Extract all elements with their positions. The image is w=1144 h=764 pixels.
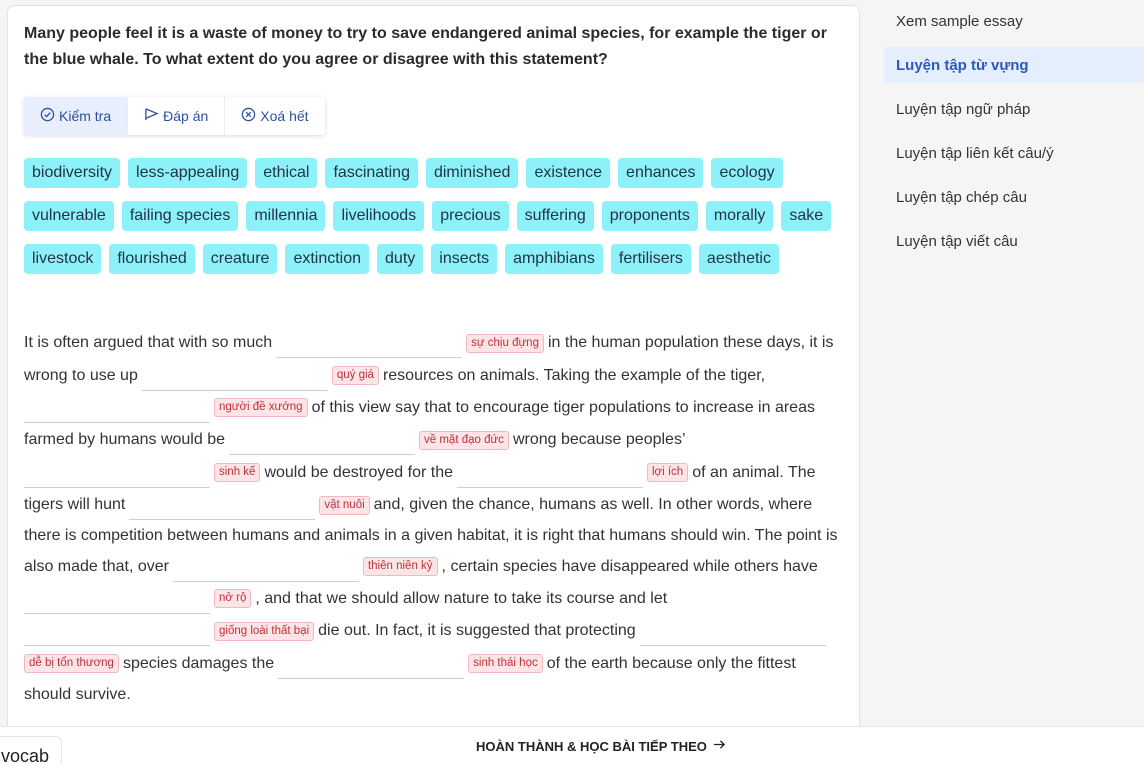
sidebar-item-label: Luyện tập viết câu: [896, 232, 1018, 250]
complete-next-lesson-button[interactable]: [476, 738, 726, 754]
lesson-sidebar: [884, 0, 1144, 259]
sidebar-item-vocabulary[interactable]: [884, 47, 1144, 83]
hint-8: thiên niên kỷ: [363, 557, 438, 576]
word-chip[interactable]: livelihoods: [333, 201, 424, 231]
passage-text: of an animal. The: [692, 463, 816, 481]
passage-text: tigers will hunt: [24, 496, 126, 514]
passage-text: of this view say that to encourage tiger populations to increase in areas: [311, 398, 815, 416]
next-button-label: HOÀN THÀNH & HỌC BÀI TIẾP THEO: [476, 738, 707, 754]
word-chip[interactable]: duty: [377, 244, 423, 274]
clear-all-button[interactable]: [224, 97, 324, 135]
blank-6[interactable]: [457, 458, 643, 488]
word-chip[interactable]: fascinating: [325, 158, 418, 188]
blank-4[interactable]: [229, 425, 415, 455]
blank-12[interactable]: [278, 649, 464, 679]
hint-6: lợi ích: [647, 463, 688, 482]
answer-button[interactable]: [127, 97, 224, 135]
flag-icon: [144, 107, 159, 125]
word-chip[interactable]: diminished: [426, 158, 518, 188]
blank-7[interactable]: [129, 490, 315, 520]
word-bank: [24, 158, 844, 274]
answer-toolbar: [24, 97, 325, 135]
blank-9[interactable]: [24, 584, 210, 614]
blank-8[interactable]: [173, 552, 359, 582]
word-chip[interactable]: extinction: [285, 244, 369, 274]
passage-text: also made that, over: [24, 557, 169, 575]
hint-5: sinh kế: [214, 463, 260, 482]
word-chip[interactable]: fertilisers: [611, 244, 691, 274]
word-chip[interactable]: less-appealing: [128, 158, 247, 188]
word-chip[interactable]: millennia: [246, 201, 325, 231]
hint-1: sự chịu đựng: [466, 334, 544, 353]
word-chip[interactable]: insects: [431, 244, 497, 274]
arrow-right-icon: [713, 738, 726, 754]
passage-text: , certain species have disappeared while others have: [441, 557, 818, 575]
word-chip[interactable]: sake: [781, 201, 831, 231]
word-chip[interactable]: aesthetic: [699, 244, 779, 274]
sidebar-item-grammar[interactable]: [884, 91, 1144, 127]
hint-7: vật nuôi: [319, 496, 369, 515]
answer-button-label: Đáp án: [163, 108, 209, 124]
passage-text: die out. In fact, it is suggested that protecting: [318, 622, 636, 640]
check-button-label: Kiểm tra: [59, 108, 112, 124]
blank-11[interactable]: [640, 616, 826, 646]
clear-all-button-label: Xoá hết: [260, 108, 309, 124]
passage-text: in the human population these days, it is: [547, 334, 834, 352]
check-button[interactable]: [24, 97, 127, 135]
word-chip[interactable]: existence: [526, 158, 610, 188]
sidebar-item-label: Luyện tập từ vựng: [896, 56, 1029, 74]
hint-12: sinh thái học: [468, 654, 543, 673]
sidebar-item-write-sentences[interactable]: [884, 223, 1144, 259]
word-chip[interactable]: morally: [706, 201, 774, 231]
passage-text: and, given the chance, humans as well. In other words, where: [373, 496, 813, 514]
passage-text: , and that we should allow nature to take its course and let: [255, 589, 668, 607]
hint-10: giống loài thất bại: [214, 622, 314, 641]
word-chip[interactable]: ecology: [711, 158, 782, 188]
sidebar-item-label: Luyện tập liên kết câu/ý: [896, 144, 1054, 162]
sidebar-item-label: Luyện tập ngữ pháp: [896, 100, 1031, 118]
blank-1[interactable]: [276, 328, 462, 358]
word-chip[interactable]: flourished: [109, 244, 194, 274]
word-chip[interactable]: enhances: [618, 158, 703, 188]
passage-text: should survive.: [24, 685, 131, 703]
word-chip[interactable]: suffering: [517, 201, 594, 231]
passage-text: wrong to use up: [24, 366, 138, 384]
sidebar-item-sample-essay[interactable]: [884, 3, 1144, 39]
blank-10[interactable]: [24, 616, 210, 646]
hint-3: người đề xướng: [214, 398, 308, 417]
hint-4: về mặt đạo đức: [419, 431, 509, 450]
blank-3[interactable]: [24, 393, 210, 423]
word-chip[interactable]: biodiversity: [24, 158, 120, 188]
word-chip[interactable]: ethical: [255, 158, 317, 188]
vocab-tab[interactable]: vocab: [0, 736, 62, 764]
bottom-bar: [0, 726, 1144, 764]
close-circle-icon: [241, 107, 256, 125]
word-chip[interactable]: livestock: [24, 244, 101, 274]
sidebar-item-linking[interactable]: [884, 135, 1144, 171]
passage-text: farmed by humans would be: [24, 431, 225, 449]
hint-9: nở rộ: [214, 589, 251, 608]
blank-5[interactable]: [24, 458, 210, 488]
essay-question: Many people feel it is a waste of money to try to save endangered animal species, for example the tiger or the blue whale. To what extent do you agree or disagree with this statement?: [24, 25, 827, 68]
passage-text: of the earth because only the fittest: [546, 654, 796, 672]
passage-text: wrong because peoples’: [512, 431, 686, 449]
passage-text: It is often argued that with so much: [24, 334, 273, 352]
hint-11: dễ bị tổn thương: [24, 654, 119, 673]
sidebar-item-label: Xem sample essay: [896, 12, 1023, 30]
word-chip[interactable]: amphibians: [505, 244, 603, 274]
word-chip[interactable]: failing species: [122, 201, 239, 231]
hint-2: quý giá: [332, 366, 379, 385]
sidebar-item-copy-sentences[interactable]: [884, 179, 1144, 215]
passage-text: would be destroyed for the: [264, 463, 453, 481]
word-chip[interactable]: creature: [203, 244, 278, 274]
passage-text: species damages the: [122, 654, 275, 672]
fill-in-passage: [24, 327, 844, 710]
passage-text: there is competition between humans and animals in a given habitat, it is right that humans should win. The point is: [24, 526, 838, 544]
word-chip[interactable]: precious: [432, 201, 508, 231]
check-circle-icon: [40, 107, 55, 125]
passage-text: resources on animals. Taking the example of the tiger,: [382, 366, 766, 384]
word-chip[interactable]: proponents: [602, 201, 698, 231]
blank-2[interactable]: [142, 361, 328, 391]
word-chip[interactable]: vulnerable: [24, 201, 114, 231]
sidebar-item-label: Luyện tập chép câu: [896, 188, 1027, 206]
